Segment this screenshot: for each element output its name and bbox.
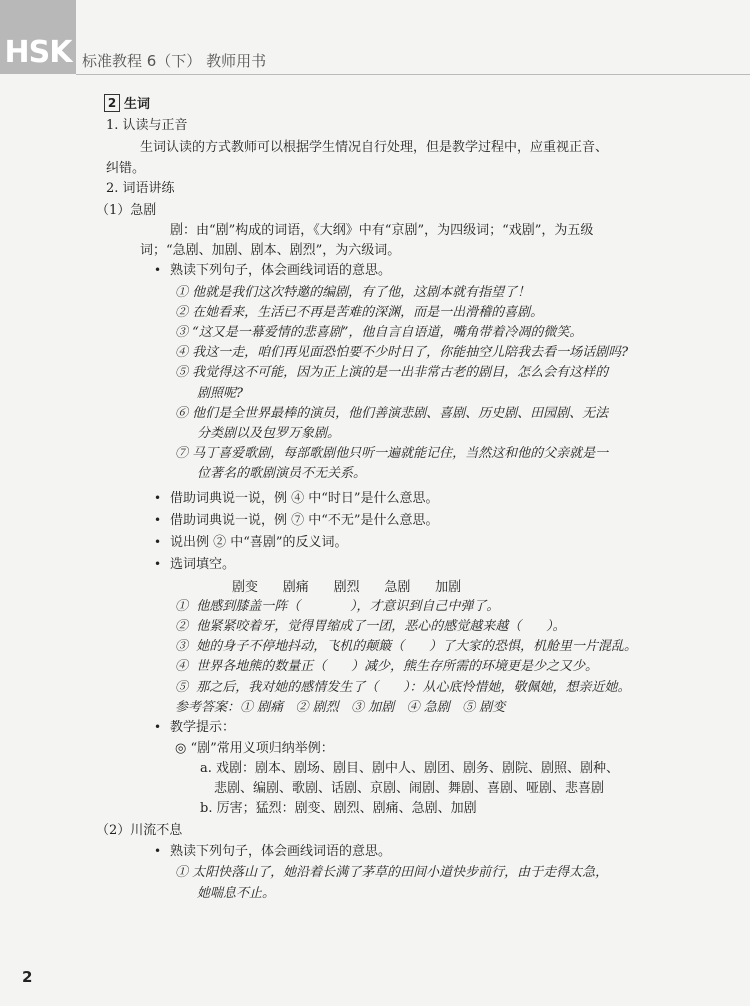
section-heading: [104, 94, 150, 114]
paragraph-line: 生词认读的方式教师可以根据学生情况自行处理，但是教学过程中，应重视正音、: [140, 139, 609, 155]
exercise-sentence: ⑤ 那之后，我对她的感情发生了（ ）：从心底怜惜她，敬佩她，想亲近她。: [175, 679, 631, 695]
instruction-line: 熟读下列句子，体会画线词语的意思。: [170, 263, 392, 278]
example-sentence: ① 太阳快落山了，她沿着长满了茅草的田间小道快步前行，由于走得太急，: [175, 865, 609, 881]
example-sentence: ② 在她看来，生活已不再是苦难的深渊，而是一出滑稽的喜剧。: [175, 305, 544, 320]
teaching-tip-item: a. 戏剧：剧本、剧场、剧目、剧中人、剧团、剧务、剧院、剧照、剧种、: [200, 761, 620, 777]
teaching-tip-item: 悲剧、编剧、歌剧、话剧、京剧、闹剧、舞剧、喜剧、哑剧、悲喜剧: [214, 781, 605, 797]
example-sentence: 剧照呢?: [197, 385, 243, 401]
bullet-dot: •: [154, 535, 162, 549]
instruction-line: 借助词典说一说，例 ⑦ 中“不无”是什么意思。: [170, 513, 439, 529]
bullet-dot: •: [154, 719, 162, 734]
book-title: 标准教程 6（下） 教师用书: [82, 52, 267, 70]
page-number: 2: [22, 968, 33, 986]
teaching-tip: ◎ “剧”常用义项归纳举例：: [175, 740, 334, 756]
bullet-dot: •: [154, 262, 162, 277]
section-number: 2: [104, 94, 120, 112]
section-title: 生词: [124, 97, 151, 112]
example-sentence: ⑤ 我觉得这不可能，因为正上演的是一出非常古老的剧目，怎么会有这样的: [175, 365, 609, 381]
example-sentence: ⑥ 他们是全世界最棒的演员，他们善演悲剧、喜剧、历史剧、田园剧、无法: [175, 405, 609, 421]
example-sentence: 她喘息不止。: [197, 886, 276, 902]
example-sentence: ⑦ 马丁喜爱歌剧，每部歌剧他只听一遍就能记住，当然这和他的父亲就是一: [175, 446, 609, 462]
bullet-dot: •: [154, 556, 162, 571]
subheading: （1）急剧: [96, 202, 157, 218]
hsk-logo: HSK: [0, 0, 76, 74]
subheading: （2）川流不息: [96, 823, 183, 839]
answer-key: 参考答案：① 剧痛 ② 剧烈 ③ 加剧 ④ 急剧 ⑤ 剧变: [175, 699, 506, 715]
instruction-line: 教学提示：: [170, 719, 236, 735]
bullet-dot: •: [154, 513, 162, 528]
instruction-line: 说出例 ② 中“喜剧”的反义词。: [170, 535, 348, 551]
word-bank: 剧变 剧痛 剧烈 急剧 加剧: [232, 579, 462, 595]
bullet-dot: •: [154, 844, 162, 859]
example-sentence: ③ “这又是一幕爱情的悲喜剧”，他自言自语道，嘴角带着冷凋的微笑。: [175, 325, 583, 341]
instruction-line: 熟读下列句子，体会画线词语的意思。: [170, 844, 392, 860]
exercise-sentence: ④ 世界各地熊的数量正（ ）减少，熊生存所需的环境更是少之又少。: [175, 659, 599, 675]
subheading: 1. 认读与正音: [106, 117, 188, 133]
example-sentence: ① 他就是我们这次特邀的编剧，有了他，这剧本就有指望了！: [175, 284, 531, 300]
example-sentence: ④ 我这一走，咱们再见面恐怕要不少时日了，你能抽空儿陪我去看一场话剧吗?: [175, 345, 629, 361]
exercise-sentence: ① 他感到膝盖一阵（ ），才意识到自己中弹了。: [175, 599, 500, 614]
teaching-tip-item: b. 厉害；猛烈：剧变、剧烈、剧痛、急剧、加剧: [200, 801, 477, 817]
example-sentence: 分类剧以及包罗万象剧。: [197, 425, 341, 441]
instruction-line: 借助词典说一说，例 ④ 中“时日”是什么意思。: [170, 491, 439, 507]
paragraph-line: 剧：由“剧”构成的词语，《大纲》中有“京剧”，为四级词；“戏剧”，为五级: [170, 222, 594, 238]
subheading: 2. 词语讲练: [106, 180, 175, 196]
exercise-sentence: ② 他紧紧咬着牙，觉得胃缩成了一团，恶心的感觉越来越（ ）。: [175, 619, 566, 635]
paragraph-line: 词；“急剧、加剧、剧本、剧烈”，为六级词。: [140, 242, 401, 258]
exercise-sentence: ③ 她的身子不停地抖动，飞机的颠簸（ ）了大家的恐惧，机舱里一片混乱。: [175, 639, 638, 655]
paragraph-line: 纠错。: [106, 161, 146, 177]
instruction-line: 选词填空。: [170, 557, 236, 572]
header-divider: [76, 74, 750, 75]
example-sentence: 位著名的歌剧演员不无关系。: [197, 466, 367, 482]
bullet-dot: •: [154, 491, 162, 506]
